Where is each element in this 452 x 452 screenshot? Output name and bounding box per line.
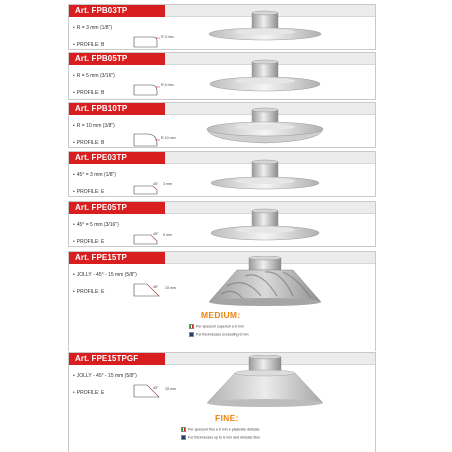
product-code: Art. FPB10TP xyxy=(75,104,128,113)
product-code: Art. FPB03TP xyxy=(75,6,128,15)
product-profile: • PROFILE: B xyxy=(73,90,105,96)
product-profile: • PROFILE: E xyxy=(73,189,105,195)
product-spec: • JOLLY - 45° - 15 mm (5/8") xyxy=(73,272,137,278)
profile-angle: 45° xyxy=(153,285,159,289)
fine-note-en: For thicknesses up to 6 mm and delicate tiles xyxy=(181,435,260,440)
tool-image xyxy=(165,10,375,50)
profile-angle: 45° xyxy=(153,232,159,236)
profile-dimension: R 10 mm xyxy=(161,136,176,140)
product-code: Art. FPE15TP xyxy=(75,253,127,262)
tool-image xyxy=(165,59,375,99)
product-spec: • JOLLY - 45° - 15 mm (5/8") xyxy=(73,373,137,379)
tool-image xyxy=(165,208,375,246)
profile-dimension: R 3 mm xyxy=(161,35,174,39)
tool-image xyxy=(165,107,375,149)
product-row-fpb05tp xyxy=(68,52,376,100)
profile-dimension: 3 mm xyxy=(163,182,172,186)
product-code: Art. FPE05TP xyxy=(75,203,127,212)
tool-image xyxy=(165,256,375,308)
profile-angle: 45° xyxy=(153,386,159,390)
italian-flag-icon xyxy=(181,427,186,432)
profile-dimension: 15 mm xyxy=(165,286,176,290)
product-row-fpe03tp xyxy=(68,151,376,197)
profile-dimension: 5 mm xyxy=(163,233,172,237)
product-profile: • PROFILE: B xyxy=(73,42,105,48)
product-code: Art. FPB05TP xyxy=(75,54,128,63)
medium-note-en: For thicknesses exceeding 6 mm xyxy=(189,332,249,337)
product-row-fpb03tp xyxy=(68,4,376,50)
medium-grade-title: MEDIUM: xyxy=(201,310,241,320)
product-spec: • R = 10 mm (3/8") xyxy=(73,123,115,129)
english-flag-icon xyxy=(189,332,194,337)
product-profile: • PROFILE: E xyxy=(73,239,105,245)
product-code: Art. FPE03TP xyxy=(75,153,127,162)
product-row-fpb10tp xyxy=(68,102,376,148)
fine-grade-title: FINE: xyxy=(215,413,239,423)
tool-image xyxy=(165,159,375,197)
profile-angle: 45° xyxy=(153,182,159,186)
product-code: Art. FPE15TPGF xyxy=(75,354,139,363)
profile-dimension: 15 mm xyxy=(165,387,176,391)
italian-flag-icon xyxy=(189,324,194,329)
product-spec: • R = 5 mm (3/16") xyxy=(73,73,115,79)
product-spec: • 45° = 3 mm (1/8") xyxy=(73,172,116,178)
medium-note-it: Per spessori superiori a 6 mm xyxy=(189,324,244,329)
fine-note-it: Per spessori fino a 6 mm e piastrelle delicate xyxy=(181,427,260,432)
tool-image xyxy=(165,355,375,409)
english-flag-icon xyxy=(181,435,186,440)
product-row-fpe05tp xyxy=(68,201,376,247)
product-profile: • PROFILE: E xyxy=(73,390,105,396)
product-row-fpe15tpgf xyxy=(68,352,376,452)
product-row-fpe15tp xyxy=(68,251,376,351)
product-spec: • R = 3 mm (1/8") xyxy=(73,25,113,31)
product-spec: • 45° = 5 mm (3/16") xyxy=(73,222,119,228)
profile-dimension: R 5 mm xyxy=(161,83,174,87)
product-profile: • PROFILE: E xyxy=(73,289,105,295)
product-profile: • PROFILE: B xyxy=(73,140,105,146)
